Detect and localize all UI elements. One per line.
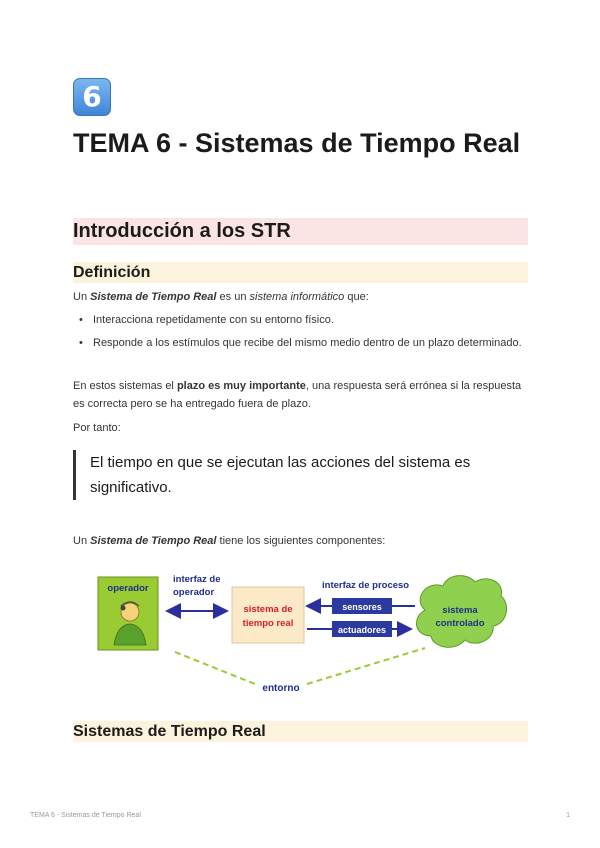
deadline-paragraph — [73, 377, 528, 413]
subheading-sistemas-tiempo-real: Sistemas de Tiempo Real — [73, 721, 528, 742]
subheading-definicion: Definición — [73, 262, 528, 283]
str-label-2: tiempo real — [242, 618, 294, 629]
footer-title: TEMA 6 - Sistemas de Tiempo Real — [30, 812, 141, 819]
number-emoji-icon: 6 — [73, 78, 111, 116]
str-box — [232, 587, 304, 643]
intro-text: Un — [73, 291, 91, 303]
entorno-line-left — [175, 652, 255, 684]
list-item: • Interacciona repetidamente con su entorno físico. — [73, 312, 528, 329]
str-components-diagram — [95, 570, 510, 700]
entorno-label: entorno — [262, 683, 300, 694]
intro-text: que: — [344, 291, 369, 303]
paragraph-text: , una respuesta será errónea si la respuesta es correcta pero se ha entregado fuera de plazo. — [73, 380, 522, 410]
components-paragraph — [73, 532, 528, 550]
definition-list — [73, 312, 528, 358]
intro-term: Sistema de Tiempo Real — [90, 291, 217, 303]
components-term: Sistema de Tiempo Real — [90, 535, 217, 547]
actuadores-label: actuadores — [337, 625, 387, 635]
paragraph-text: En estos sistemas el — [73, 380, 177, 392]
page-number: 1 — [566, 812, 570, 819]
interfaz-proceso-label: interfaz de proceso — [322, 580, 410, 591]
interfaz-operador-label-2: operador — [173, 587, 215, 598]
blockquote: El tiempo en que se ejecutan las acciones del sistema es significativo. — [73, 450, 530, 500]
paragraph-bold: plazo es muy importante — [176, 380, 306, 392]
interfaz-operador-label-1: interfaz de — [173, 574, 221, 585]
intro-paragraph — [73, 288, 528, 306]
section-heading-intro: Introducción a los STR — [73, 218, 528, 245]
controlado-label-1: sistema — [442, 605, 478, 616]
operador-label: operador — [107, 583, 149, 594]
list-item: • Responde a los estímulos que recibe del mismo medio dentro de un plazo determinado. — [73, 335, 528, 352]
controlado-label-2: controlado — [435, 618, 485, 629]
therefore-paragraph: Por tanto: — [73, 422, 121, 434]
str-label-1: sistema de — [243, 604, 293, 615]
sensores-label: sensores — [342, 602, 382, 612]
entorno-line-right — [307, 648, 425, 684]
intro-text: es un — [216, 291, 250, 303]
intro-term-italic: sistema informático — [249, 291, 345, 303]
paragraph-text: tiene los siguientes componentes: — [216, 535, 386, 547]
page-title: TEMA 6 - Sistemas de Tiempo Real — [73, 128, 521, 158]
paragraph-text: Un — [73, 535, 91, 547]
